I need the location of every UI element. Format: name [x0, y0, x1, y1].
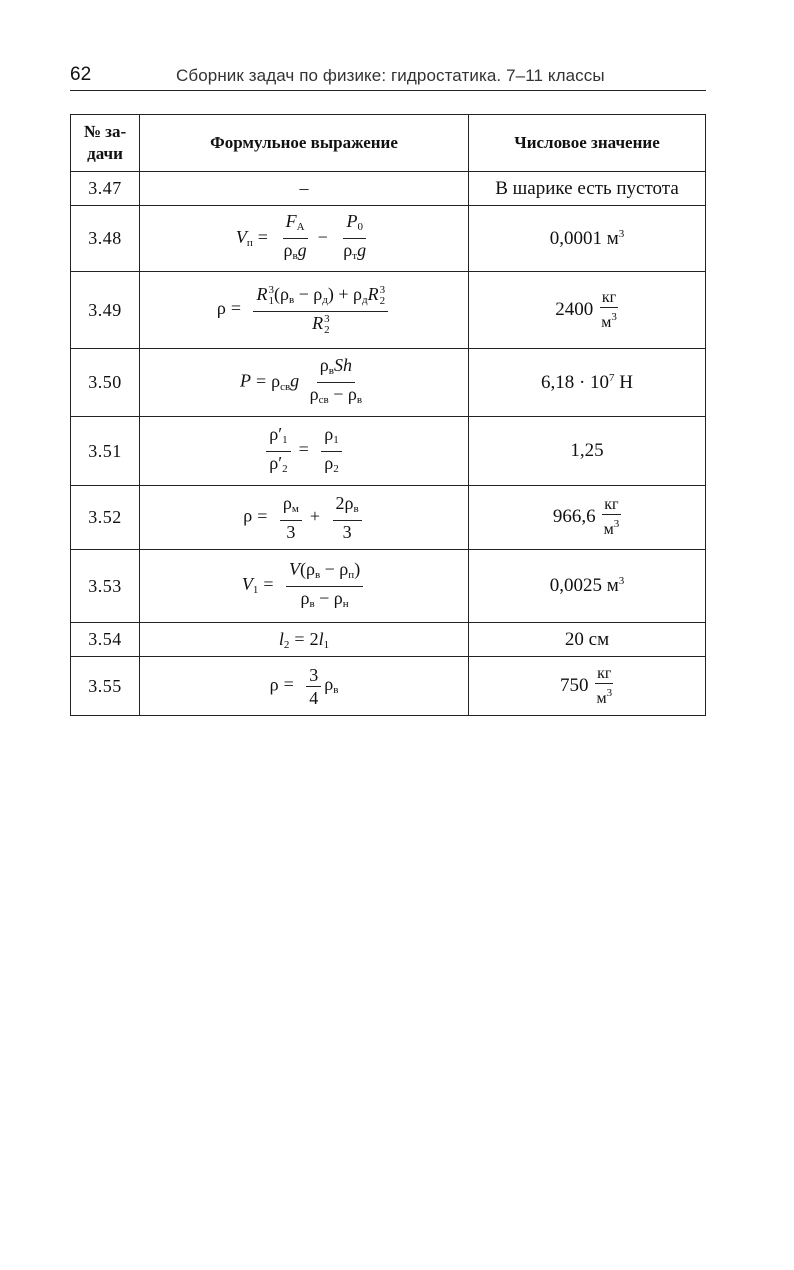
- value-cell: 0,0025 $м^3$: [469, 550, 706, 623]
- table-row: [71, 206, 706, 272]
- table-row: [71, 172, 706, 206]
- problem-number: 3.49: [71, 272, 140, 349]
- formula-cell: $l_2 = 2l_1$: [140, 623, 469, 657]
- table-row: [71, 272, 706, 349]
- column-header-formula: Формульное выражение: [140, 115, 469, 172]
- formula-cell: $V_1$ = $\frac{V(\rho_в - \rho_п)}{\rho_в - \rho_н}$: [140, 550, 469, 623]
- value-cell: $6,18 \cdot 10^7$ Н: [469, 349, 706, 417]
- table-row: [71, 657, 706, 716]
- value-cell: 966,6 кг $м^3$: [469, 486, 706, 550]
- problem-number: 3.50: [71, 349, 140, 417]
- problem-number: 3.47: [71, 172, 140, 206]
- value-cell: 750 кг $м^3$: [469, 657, 706, 716]
- page-number: 62: [70, 64, 92, 85]
- formula-cell: $\frac{\rho'_1}{\rho'_2}$ = $\frac{\rho_1}{\rho_2}$: [140, 417, 469, 486]
- answers-table: [70, 114, 706, 716]
- column-header-number: № за- дачи: [71, 115, 140, 172]
- problem-number: 3.55: [71, 657, 140, 716]
- problem-number: 3.48: [71, 206, 140, 272]
- table-row: [71, 550, 706, 623]
- value-cell: 0,0001 $м^3$: [469, 206, 706, 272]
- problem-number: 3.52: [71, 486, 140, 550]
- table-row: [71, 623, 706, 657]
- value-cell: 20 см: [469, 623, 706, 657]
- formula-cell: ρ = $\frac{3}{4}$ $\rho_в$: [140, 657, 469, 716]
- formula-cell: –: [140, 172, 469, 206]
- value-cell: 1,25: [469, 417, 706, 486]
- column-header-value: Числовое значение: [469, 115, 706, 172]
- table-row: [71, 417, 706, 486]
- table-header-row: [71, 115, 706, 172]
- formula-cell: ρ = $\frac{\rho_м}{3}$ + $\frac{2\rho_в}{3}$: [140, 486, 469, 550]
- value-cell: 2400 кг $м^3$: [469, 272, 706, 349]
- running-title: Сборник задач по физике: гидростатика. 7–11 классы: [176, 66, 605, 85]
- table-row: [71, 349, 706, 417]
- problem-number: 3.54: [71, 623, 140, 657]
- formula-cell: $P = \rho_{св}g$ $\frac{\rho_вSh}{\rho_{св} - \rho_в}$: [140, 349, 469, 417]
- formula-cell: $V_п$ = $\frac{F_A}{\rho_вg}$ − $\frac{P_0}{\rho_тg}$: [140, 206, 469, 272]
- table-row: [71, 486, 706, 550]
- formula-cell: ρ = R 3 1 $(\rho_в - \rho_д) + \rho_дR$ 3 2 R 3 2: [140, 272, 469, 349]
- problem-number: 3.53: [71, 550, 140, 623]
- page-header: [70, 62, 706, 91]
- value-cell: В шарике есть пустота: [469, 172, 706, 206]
- problem-number: 3.51: [71, 417, 140, 486]
